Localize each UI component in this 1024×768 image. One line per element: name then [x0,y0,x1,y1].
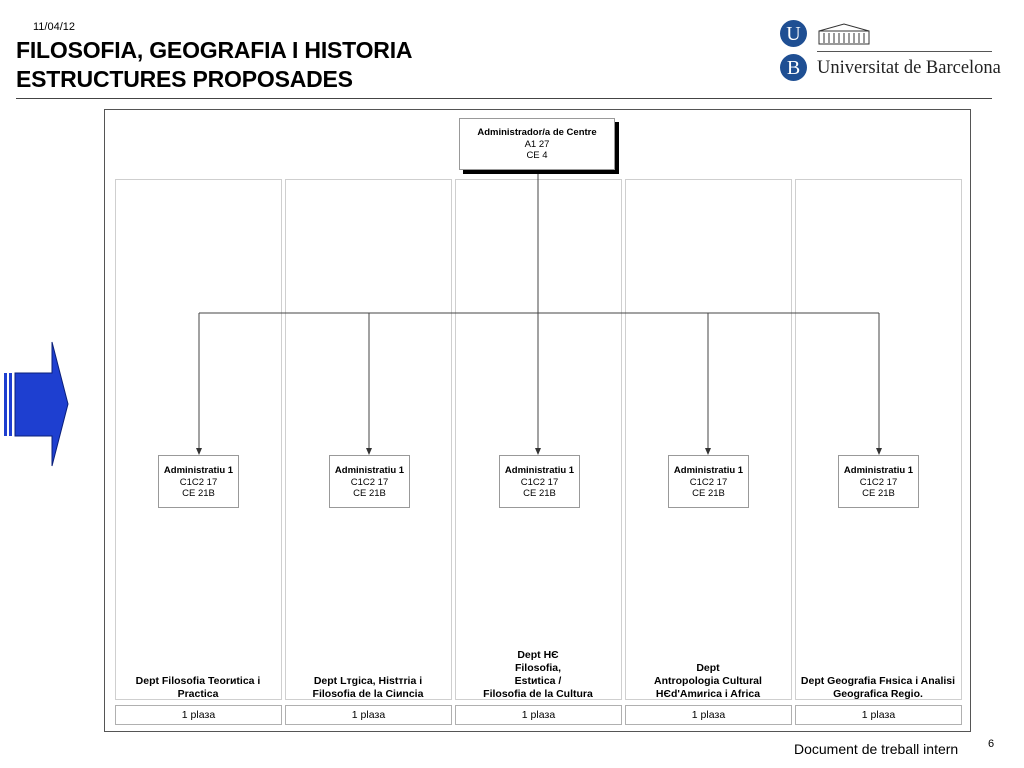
position-title: Administratiu 1 [504,465,575,476]
logo-badge-u: U [780,20,807,47]
top-position-level: CE 4 [526,150,548,161]
plazas-count-2: 1 plaзa [285,705,452,725]
position-title: Administratiu 1 [334,465,405,476]
position-level: CE 21B [862,488,895,499]
dept-name-5: Dept Geografia Fнsica i Analisi Geografica Regio. [800,675,956,700]
position-box-2 [329,455,410,508]
position-level: CE 21B [182,488,215,499]
logo-text: Universitat de Barcelona [817,58,1001,78]
footer-text: Document de treball intern [794,741,959,757]
position-group: C1C2 17 [859,476,898,488]
position-box-1 [158,455,239,508]
title-line-1: FILOSOFIA, GEOGRAFIA I HISTORIA [16,37,413,63]
position-group: C1C2 17 [350,476,389,488]
logo-badge-b: B [780,54,807,81]
position-title: Administratiu 1 [673,465,744,476]
plazas-count-4: 1 plaзa [625,705,792,725]
position-title: Administratiu 1 [843,465,914,476]
position-title: Administratiu 1 [163,465,234,476]
page-number: 6 [988,738,995,750]
dept-name-3: Dept HЄ Filosofia, Estиtica / Filosofia de la Cultura [483,649,593,700]
position-box-3 [499,455,580,508]
position-level: CE 21B [523,488,556,499]
position-group: C1C2 17 [520,476,559,488]
slide-date: 11/04/12 [33,21,76,33]
plazas-count-5: 1 plaзa [795,705,962,725]
dept-name-1: Dept Filosofia Teorиtica i Practica [135,675,261,700]
plazas-count-3: 1 plaзa [455,705,622,725]
position-level: CE 21B [353,488,386,499]
position-box-4 [668,455,749,508]
plazas-count-1: 1 plaзa [115,705,282,725]
position-group: C1C2 17 [689,476,728,488]
title-line-2: ESTRUCTURES PROPOSADES [16,66,353,92]
position-box-5 [838,455,919,508]
top-position-title: Administrador/a de Centre [477,127,597,138]
position-group: C1C2 17 [179,476,218,488]
position-level: CE 21B [692,488,725,499]
dept-name-4: Dept Antropologia Cultural HЄd'Amиrica i Africa [654,662,762,700]
top-position-box [459,118,615,170]
dept-name-2: Dept Lтgica, Histтria i Filosofia de la Ciиncia [312,675,424,700]
top-position-group: A1 27 [524,138,550,150]
